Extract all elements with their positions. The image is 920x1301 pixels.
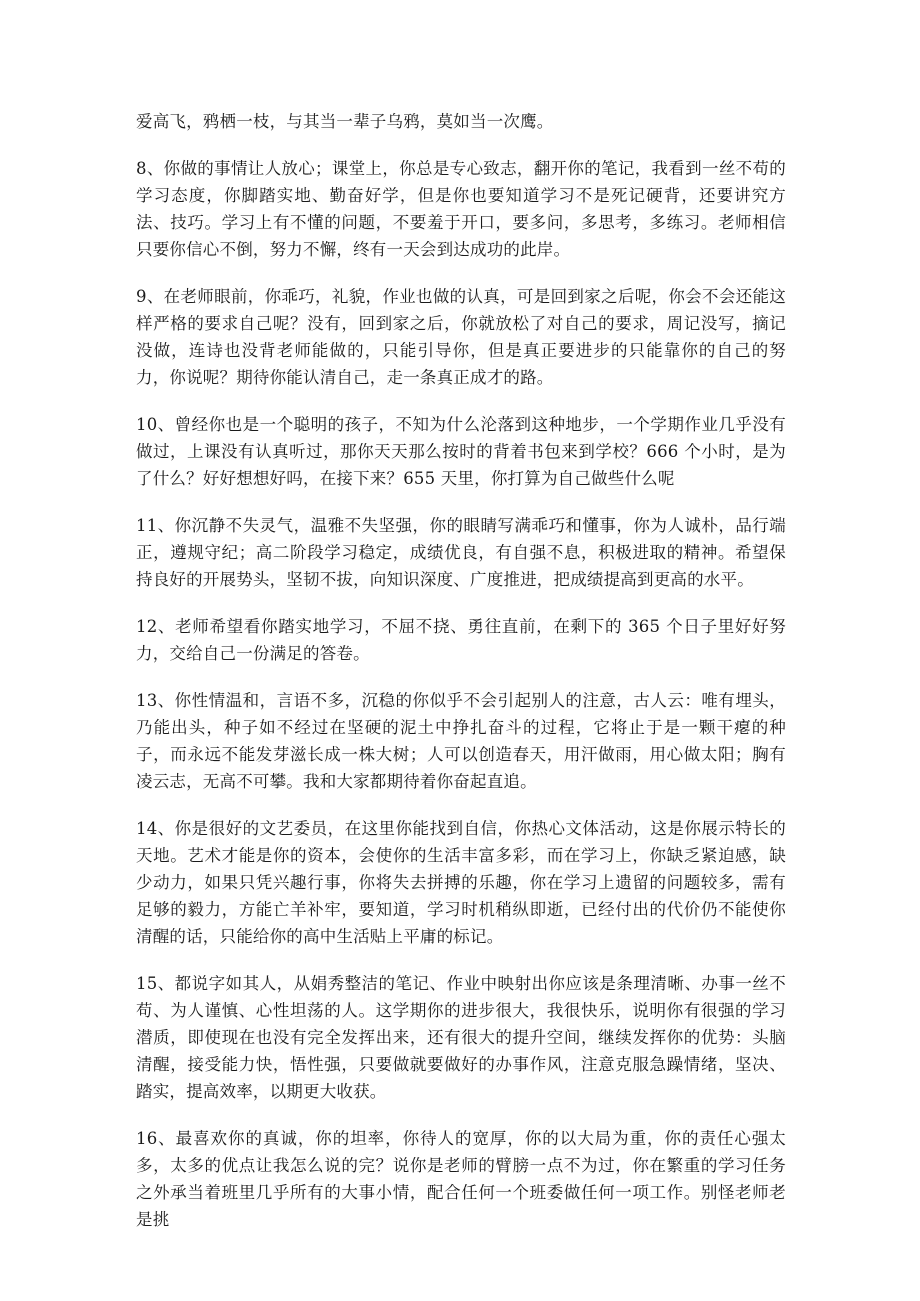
paragraph-8: 8、你做的事情让人放心；课堂上，你总是专心致志，翻开你的笔记，我看到一丝不苟的学习态度，你脚踏实地、勤奋好学，但是你也要知道学习不是死记硬背，还要讲究方法、技巧。学习上有不懂的问题，不要羞于开口，要多问，多思考，多练习。老师相信只要你信心不倒，努力不懈，终有一天会到达成功的此岸。 (136, 159, 786, 259)
document-body (136, 108, 786, 1253)
paragraph-16: 16、最喜欢你的真诚，你的坦率，你待人的宽厚，你的以大局为重，你的责任心强太多，太多的优点让我怎么说的完？说你是老师的臂膀一点不为过，你在繁重的学习任务之外承当着班里几乎所有的大事小情，配合任何一个班委做任何一项工作。别怪老师老是挑 (136, 1129, 786, 1229)
paragraph-9: 9、在老师眼前，你乖巧，礼貌，作业也做的认真，可是回到家之后呢，你会不会还能这样严格的要求自己呢？没有，回到家之后，你就放松了对自己的要求，周记没写，摘记没做，连诗也没背老师能做的，只能引导你，但是真正要进步的只能靠你的自己的努力，你说呢？期待你能认清自己，走一条真正成才的路。 (136, 287, 786, 387)
paragraph-15: 15、都说字如其人，从娟秀整洁的笔记、作业中映射出你应该是条理清晰、办事一丝不苟、为人谨慎、心性坦荡的人。这学期你的进步很大，我很快乐，说明你有很强的学习潜质，即使现在也没有完全发挥出来，还有很大的提升空间，继续发挥你的优势：头脑清醒，接受能力快，悟性强，只要做就要做好的办事作风，注意克服急躁情绪，坚决、踏实，提高效率，以期更大收获。 (136, 974, 786, 1101)
paragraph-14: 14、你是很好的文艺委员，在这里你能找到自信，你热心文体活动，这是你展示特长的天地。艺术才能是你的资本，会使你的生活丰富多彩，而在学习上，你缺乏紧迫感，缺少动力，如果只凭兴趣行事，你将失去拼搏的乐趣，你在学习上遗留的问题较多，需有足够的毅力，方能亡羊补牢，要知道，学习时机稍纵即逝，已经付出的代价仍不能使你清醒的话，只能给你的高中生活贴上平庸的标记。 (136, 819, 786, 946)
paragraph-continuation: 爱高飞，鸦栖一枝，与其当一辈子乌鸦，莫如当一次鹰。 (136, 112, 554, 131)
paragraph-10: 10、曾经你也是一个聪明的孩子，不知为什么沦落到这种地步，一个学期作业几乎没有做过，上课没有认真听过，那你天天那么按时的背着书包来到学校？666 个小时，是为了什么？好好想想好吗，在接下来？655 天里，你打算为自己做些什么呢 (136, 415, 786, 488)
paragraph-12: 12、老师希望看你踏实地学习，不屈不挠、勇往直前，在剩下的 365 个日子里好好努力，交给自己一份满足的答卷。 (136, 617, 786, 663)
paragraph-13: 13、你性情温和，言语不多，沉稳的你似乎不会引起别人的注意，古人云：唯有埋头，乃能出头，种子如不经过在坚硬的泥土中挣扎奋斗的过程，它将止于是一颗干瘪的种子，而永远不能发芽滋长成一株大树；人可以创造春天，用汗做雨，用心做太阳；胸有凌云志，无高不可攀。我和大家都期待着你奋起直追。 (136, 691, 786, 791)
paragraph-11: 11、你沉静不失灵气，温雅不失坚强，你的眼睛写满乖巧和懂事，你为人诚朴，品行端正，遵规守纪；高二阶段学习稳定，成绩优良，有自强不息，积极进取的精神。希望保持良好的开展势头，坚韧不拔，向知识深度、广度推进，把成绩提高到更高的水平。 (136, 516, 786, 589)
